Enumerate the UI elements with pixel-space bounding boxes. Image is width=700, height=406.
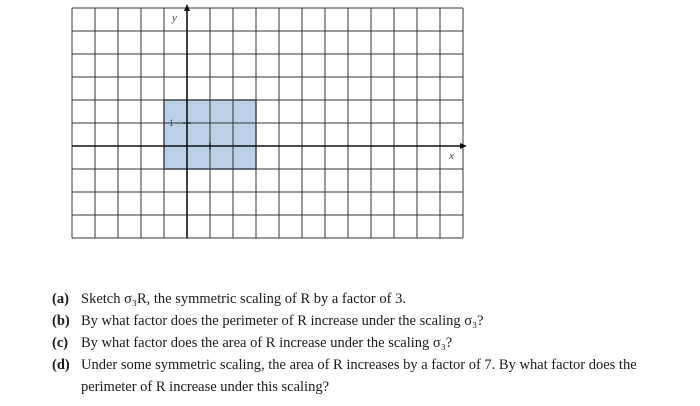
question-b xyxy=(52,310,682,332)
y-axis-label: y xyxy=(172,12,177,24)
axes xyxy=(72,4,467,238)
x-axis-label: x xyxy=(449,150,454,162)
question-label: (d) xyxy=(52,357,70,373)
question-text: By what factor does the area of R increase under the scaling σ₃? xyxy=(81,335,453,351)
question-d xyxy=(52,354,682,398)
question-a xyxy=(52,288,682,310)
question-text: Under some symmetric scaling, the area of R increases by a factor of 7. By what factor does the perimeter of R increase under this scaling? xyxy=(81,357,637,395)
question-label: (b) xyxy=(52,313,70,329)
question-text: Sketch σ₃R, the symmetric scaling of R by a factor of 3. xyxy=(81,291,406,307)
question-list xyxy=(52,288,682,398)
question-label: (c) xyxy=(52,335,69,351)
question-c xyxy=(52,332,682,354)
question-text: By what factor does the perimeter of R increase under the scaling σ₃? xyxy=(81,313,484,329)
question-label: (a) xyxy=(52,291,69,307)
grid-lines xyxy=(72,8,463,238)
y-unit-tick-label: 1 xyxy=(169,118,174,128)
